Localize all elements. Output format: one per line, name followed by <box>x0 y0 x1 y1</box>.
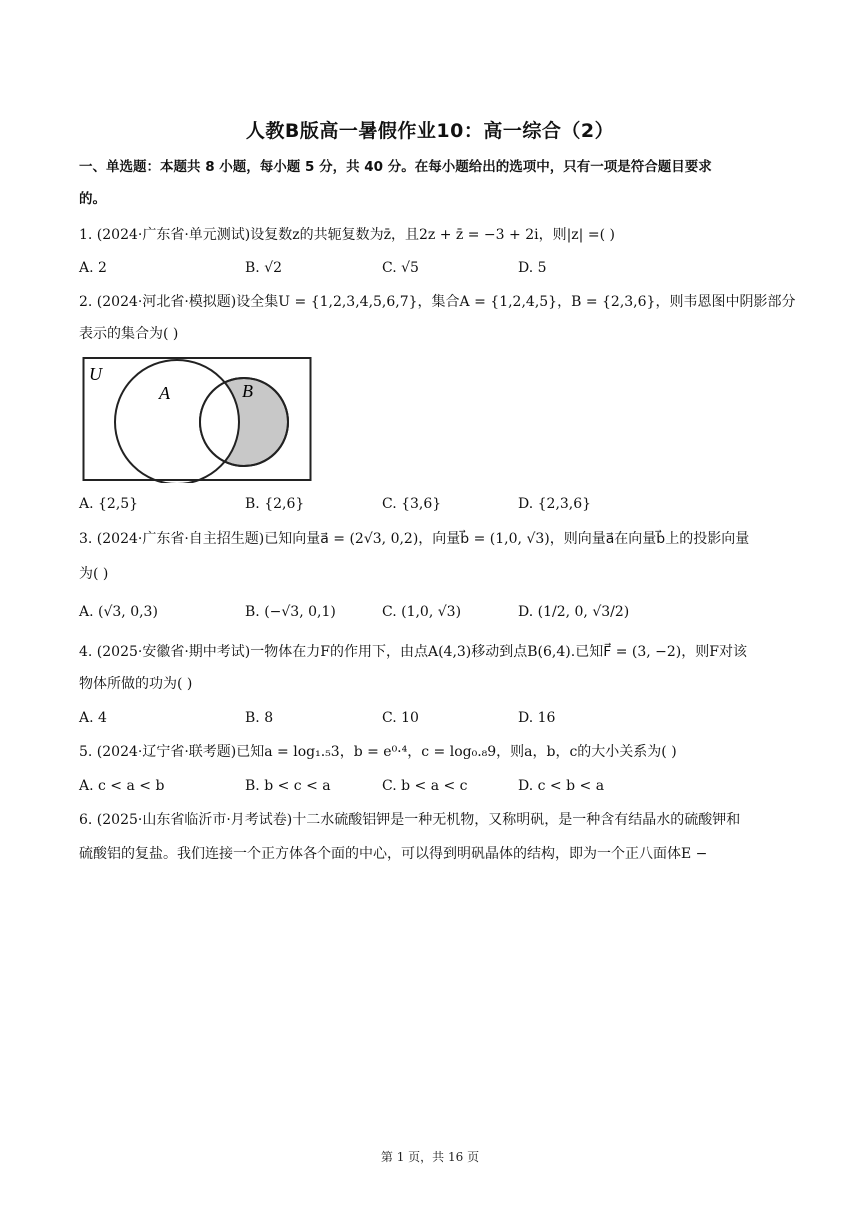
question-4-text-line-2: 物体所做的功为( ) <box>79 676 193 692</box>
u-label: U <box>89 364 102 384</box>
section-header-line-2: 的。 <box>79 191 106 207</box>
page-footer: 第 1 页，共 16 页 <box>380 1150 480 1164</box>
question-1-text: 1. (2024·广东省·单元测试)设复数z的共轭复数为z̄，且2z + z̄ = −3 + 2i，则|z| =( ) <box>79 227 615 243</box>
q3-option-a: A. (√3, 0,3) <box>79 604 158 620</box>
q2-option-d: D. {2,3,6} <box>518 496 592 512</box>
q4-option-a: A. 4 <box>79 710 107 726</box>
q5-option-d: D. c < b < a <box>518 778 605 794</box>
question-2-text-line-1: 2. (2024·河北省·模拟题)设全集U = {1,2,3,4,5,6,7}，集合A = {1,2,4,5}，B = {2,3,6}，则韦恩图中阴影部分 <box>79 294 796 310</box>
section-header-line-1: 一、单选题：本题共 8 小题，每小题 5 分，共 40 分。在每小题给出的选项中，只有一项是符合题目要求 <box>79 159 712 175</box>
q5-option-c: C. b < a < c <box>382 778 468 794</box>
q4-option-d: D. 16 <box>518 710 556 726</box>
page-title: 人教B版高一暑假作业10：高一综合（2） <box>245 120 615 142</box>
question-4-text-line-1: 4. (2025·安徽省·期中考试)一物体在力F的作用下，由点A(4,3)移动到点B(6,4).已知F⃗ = (3, −2)，则F对该 <box>79 644 747 660</box>
venn-diagram <box>82 355 314 483</box>
q3-option-c: C. (1,0, √3) <box>382 604 462 620</box>
question-3-text-line-2: 为( ) <box>79 566 109 582</box>
q5-option-a: A. c < a < b <box>79 778 165 794</box>
question-2-text-line-2: 表示的集合为( ) <box>79 326 179 342</box>
question-5-text: 5. (2024·辽宁省·联考题)已知a = log₁.₅3，b = e⁰·⁴，c = log₀.₈9，则a，b，c的大小关系为( ) <box>79 744 677 760</box>
q2-option-b: B. {2,6} <box>245 496 305 512</box>
q1-option-d: D. 5 <box>518 260 547 276</box>
q1-option-a: A. 2 <box>79 260 107 276</box>
question-3-text-line-1: 3. (2024·广东省·自主招生题)已知向量a⃗ = (2√3, 0,2)，向量b⃗ = (1,0, √3)，则向量a⃗在向量b⃗上的投影向量 <box>79 531 750 547</box>
q5-option-b: B. b < c < a <box>245 778 331 794</box>
q3-option-d: D. (1/2, 0, √3/2) <box>518 604 630 620</box>
q1-option-b: B. √2 <box>245 260 283 276</box>
a-label: A <box>159 383 170 403</box>
q3-option-b: B. (−√3, 0,1) <box>245 604 336 620</box>
q2-option-c: C. {3,6} <box>382 496 442 512</box>
question-6-text-line-2: 硫酸铝的复盐。我们连接一个正方体各个面的中心，可以得到明矾晶体的结构，即为一个正八面体E − <box>79 846 708 862</box>
q1-option-c: C. √5 <box>382 260 419 276</box>
q4-option-b: B. 8 <box>245 710 274 726</box>
question-6-text-line-1: 6. (2025·山东省临沂市·月考试卷)十二水硫酸铝钾是一种无机物，又称明矾，是一种含有结晶水的硫酸钾和 <box>79 812 741 828</box>
q2-option-a: A. {2,5} <box>79 496 139 512</box>
b-label: B <box>242 381 253 401</box>
q4-option-c: C. 10 <box>382 710 419 726</box>
